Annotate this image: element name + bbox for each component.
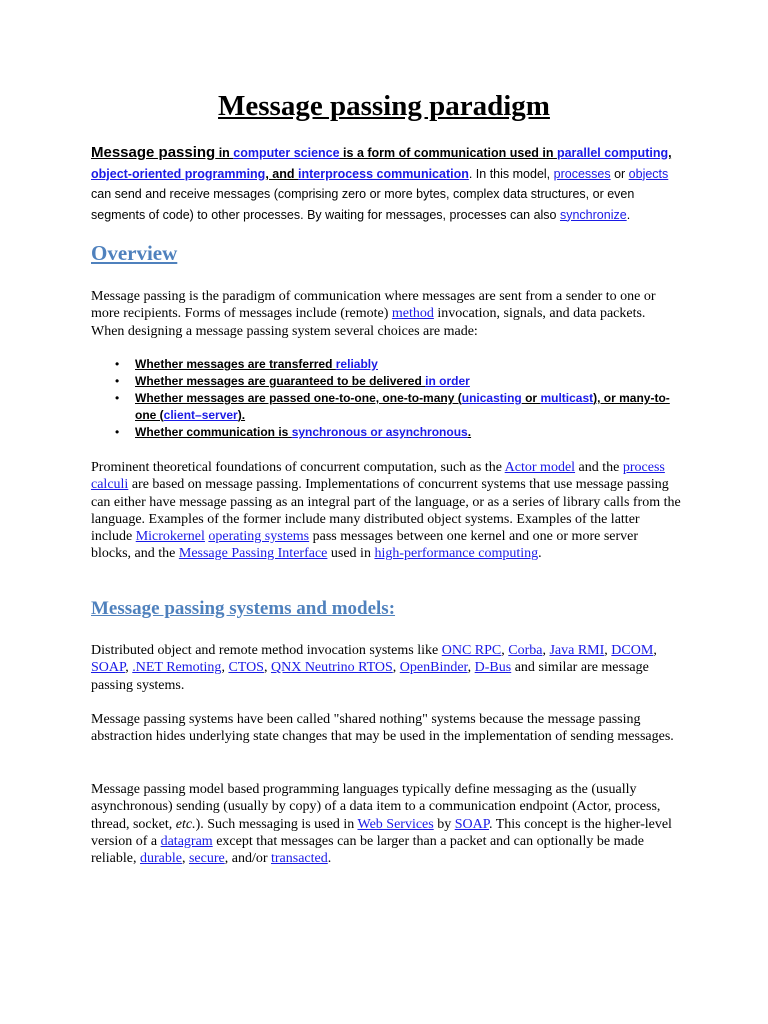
link-in-order[interactable]: in order: [425, 374, 470, 388]
systems-paragraph-1: Distributed object and remote method invocation systems like ONC RPC, Corba, Java RMI, DCOM, SOAP, .NET Remoting, CTOS, QNX Neutrino RTOS, OpenBinder, D-Bus and similar are message passing systems.: [91, 643, 657, 693]
bullet-icon: •: [115, 391, 120, 405]
bullet-icon: •: [115, 374, 120, 388]
bullet-icon: •: [115, 425, 120, 439]
link-computer-science[interactable]: computer science: [233, 146, 340, 160]
design-choices-list: [91, 356, 691, 441]
link-secure[interactable]: secure: [188, 851, 225, 867]
link-high-performance-computing[interactable]: high-performance computing: [374, 546, 539, 562]
link-datagram[interactable]: datagram: [160, 833, 213, 849]
bullet-icon: •: [115, 357, 120, 371]
link-corba[interactable]: Corba: [508, 643, 543, 658]
list-item: • Whether messages are passed one-to-one, one-to-many (unicasting or multicast), or many-to-one (client–server).: [115, 391, 670, 422]
link-multicast[interactable]: multicast: [540, 391, 594, 405]
link-qnx-neutrino-rtos[interactable]: QNX Neutrino RTOS: [270, 660, 393, 676]
link-net-remoting[interactable]: .NET Remoting: [132, 660, 222, 676]
link-reliably[interactable]: reliably: [335, 357, 378, 371]
intro-lead-term: Message passing: [91, 144, 216, 161]
link-unicasting[interactable]: unicasting: [461, 391, 522, 405]
overview-paragraph-2: Prominent theoretical foundations of concurrent computation, such as the Actor model and the process calculi are based on message passing. Implementations of concurrent systems that use message passing can either have message passing as an integral part of the language, or as a series of library calls from the language. Examples of the former include many distributed object systems. Examples of the latter include Microkernel operating systems pass messages between one kernel and one or more server blocks, and the Message Passing Interface used in high-performance computing.: [91, 460, 681, 562]
link-client-server[interactable]: client–server: [163, 408, 238, 422]
link-message-passing-interface[interactable]: Message Passing Interface: [178, 546, 328, 562]
link-synchronize[interactable]: synchronize: [559, 207, 627, 222]
systems-paragraph-3: Message passing model based programming languages typically define messaging as the (usually asynchronous) sending (usually by copy) of a data item to a communication endpoint (Actor, process, thread, socket, etc.). Such messaging is used in Web Services by SOAP. This concept is the higher-level version of a datagram except that messages can be larger than a packet and can optionally be made reliable, durable, secure, and/or transacted.: [91, 782, 672, 867]
overview-heading: Overview: [91, 241, 178, 265]
list-item: • Whether messages are transferred reliably: [115, 357, 378, 371]
link-java-rmi[interactable]: Java RMI: [549, 643, 605, 658]
link-soap-2[interactable]: SOAP: [454, 816, 489, 832]
link-ctos[interactable]: CTOS: [228, 660, 264, 676]
systems-heading: Message passing systems and models:: [91, 598, 396, 619]
page-title: Message passing paradigm: [218, 90, 550, 122]
link-process-calculi[interactable]: process calculi: [91, 460, 665, 493]
link-soap[interactable]: SOAP: [91, 660, 126, 676]
link-synchronous-or-asynchronous[interactable]: synchronous or asynchronous: [291, 425, 468, 439]
link-actor-model[interactable]: Actor model: [504, 460, 576, 475]
link-openbinder[interactable]: OpenBinder: [399, 660, 468, 676]
intro-paragraph: Message passing in computer science is a form of communication used in parallel computing, object-oriented programming, and interprocess communication. In this model, processes or objects can send and receive messages (comprising zero or more bytes, complex data structures, or even segments of code) to other processes. By waiting for messages, processes can also synchronize.: [91, 144, 672, 222]
link-dcom[interactable]: DCOM: [611, 643, 654, 658]
link-onc-rpc[interactable]: ONC RPC: [441, 643, 502, 658]
list-item: • Whether communication is synchronous or asynchronous.: [115, 425, 472, 439]
link-web-services[interactable]: Web Services: [357, 816, 434, 832]
link-method[interactable]: method: [391, 306, 434, 322]
link-d-bus[interactable]: D-Bus: [474, 660, 512, 676]
systems-paragraph-2: Message passing systems have been called "shared nothing" systems because the message passing abstraction hides underlying state changes that may be used in the implementation of sending messages.: [91, 712, 674, 745]
link-processes[interactable]: processes: [553, 166, 611, 181]
link-parallel-computing[interactable]: parallel computing: [556, 146, 669, 160]
link-object-oriented-programming[interactable]: object-oriented programming: [91, 166, 266, 181]
link-durable[interactable]: durable: [139, 851, 182, 867]
link-interprocess-communication[interactable]: interprocess communication: [297, 166, 469, 181]
link-operating-systems[interactable]: operating systems: [208, 529, 310, 545]
list-item: • Whether messages are guaranteed to be delivered in order: [115, 374, 470, 388]
overview-paragraph-1: Message passing is the paradigm of communication where messages are sent from a sender to one or more recipients. Forms of messages include (remote) method invocation, signals, and data packets. When designing a message passing system several choices are made:: [91, 289, 656, 339]
link-objects[interactable]: objects: [628, 166, 669, 181]
link-microkernel[interactable]: Microkernel: [135, 529, 205, 545]
link-transacted[interactable]: transacted: [271, 851, 328, 867]
